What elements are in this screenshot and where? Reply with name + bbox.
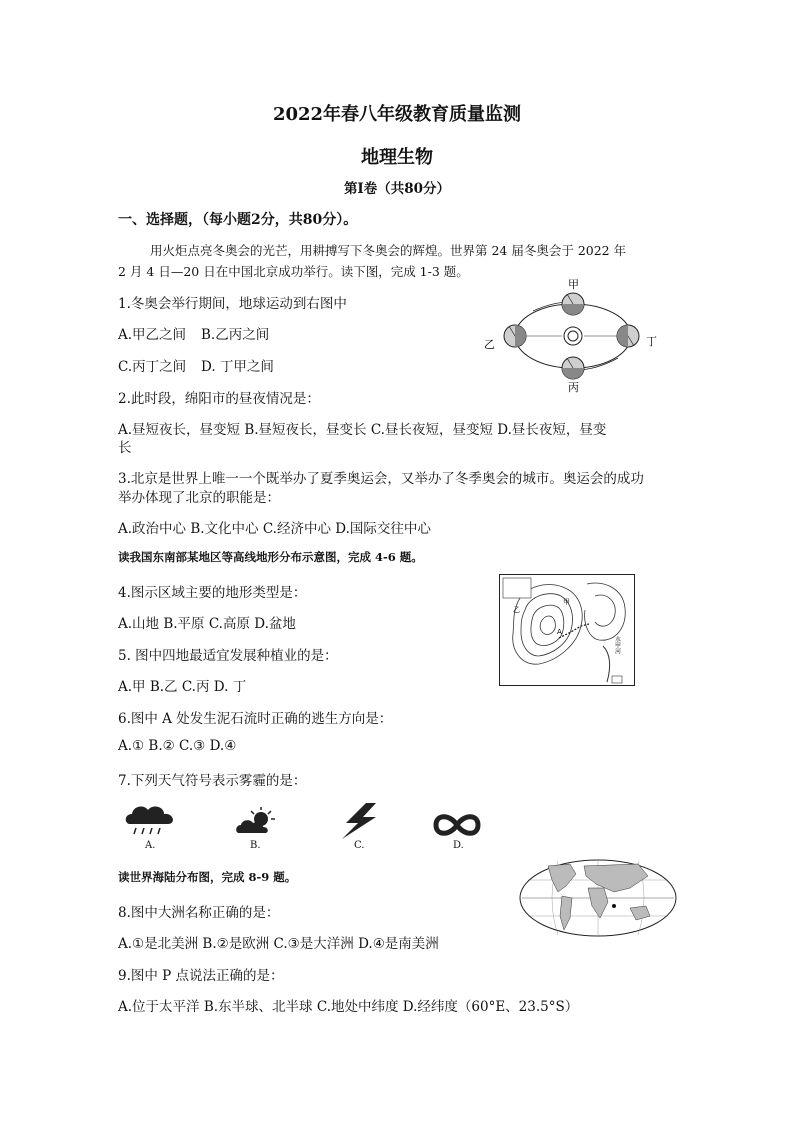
- q9-options: A.位于太平洋 B.东半球、北半球 C.地处中纬度 D.经纬度（60°E、23.5°S）: [118, 999, 579, 1015]
- map-label-a: A: [557, 628, 562, 636]
- note-8-9: 读世界海陆分布图，完成 8-9 题。: [118, 870, 297, 884]
- intro-line-2: 2 月 4 日—20 日在中国北京成功举行。读下图，完成 1-3 题。: [118, 264, 469, 279]
- q8-options: A.①是北美洲 B.②是欧洲 C.③是大洋洲 D.④是南美洲: [118, 936, 439, 952]
- section-heading: 一、选择题，（每小题2分，共80分）。: [118, 212, 358, 228]
- q2-options: A.昼短夜长，昼变短 B.昼短夜长，昼变长 C.昼长夜短，昼变短 D.昼长夜短，昼变: [118, 422, 607, 438]
- map-label-jia: 甲: [563, 598, 570, 606]
- infinity-haze-icon: [430, 810, 484, 840]
- q4-options: A.山地 B.平原 C.高原 D.盆地: [118, 616, 296, 632]
- q2-stem: 2.此时段，绵阳市的昼夜情况是：: [118, 391, 320, 407]
- weather-symbol-d: [430, 810, 484, 844]
- q9-stem: 9.图中 P 点说法正确的是：: [118, 968, 284, 984]
- earth-ding-icon: [617, 325, 639, 347]
- earth-yi-icon: [504, 325, 526, 347]
- q3-stem-1: 3.北京是世界上唯一一个既举办了夏季奥运会，又举办了冬季奥会的城市。奥运会的成功: [118, 471, 644, 487]
- q3-stem-2: 举办体现了北京的职能是：: [118, 490, 280, 506]
- q5-stem: 5. 图中四地最适宜发展种植业的是：: [118, 648, 338, 664]
- exam-subtitle: 地理生物: [361, 147, 433, 168]
- label-jia: 甲: [568, 278, 579, 291]
- label-yi: 乙: [484, 338, 495, 351]
- weather-symbol-a: [122, 802, 182, 844]
- earth-orbit-diagram: [478, 278, 668, 394]
- weather-label-d: D.: [453, 840, 464, 851]
- earth-jia-icon: [562, 293, 584, 315]
- q1-stem: 1.冬奥会举行期间，地球运动到右图中: [118, 296, 347, 312]
- q1-option-d: D. 丁甲之间: [201, 359, 274, 375]
- note-4-6: 读我国东南部某地区等高线地形分布示意图，完成 4-6 题。: [118, 550, 423, 564]
- world-map: [518, 858, 678, 938]
- sun-icon: [564, 327, 582, 345]
- sun-cloud-icon: [235, 805, 279, 837]
- weather-label-a: A.: [145, 840, 156, 851]
- q4-stem: 4.图示区域主要的地形类型是：: [118, 585, 307, 601]
- weather-symbol-b: [235, 805, 279, 841]
- label-ding: 丁: [646, 335, 657, 348]
- q1-option-a: A.甲乙之间: [118, 327, 187, 343]
- q5-options: A.甲 B.乙 C.丙 D. 丁: [118, 679, 247, 695]
- rain-cloud-icon: [122, 802, 182, 840]
- contour-map: [499, 574, 635, 686]
- q3-options: A.政治中心 B.文化中心 C.经济中心 D.国际交往中心: [118, 521, 431, 537]
- intro-line-1: 用火炬点亮冬奥会的光芒，用耕搏写下冬奥会的辉煌。世界第 24 届冬奥会于 2022 年: [150, 243, 627, 258]
- q7-stem: 7.下列天气符号表示雾霾的是：: [118, 773, 307, 789]
- q8-stem: 8.图中大洲名称正确的是：: [118, 905, 280, 921]
- part-label: 第Ⅰ卷（共80分）: [343, 181, 451, 197]
- earth-bing-icon: [562, 357, 584, 379]
- weather-label-c: C.: [354, 840, 365, 851]
- q1-option-c: C.丙丁之间: [118, 359, 187, 375]
- weather-label-b: B.: [250, 840, 261, 851]
- lightning-icon: [336, 801, 382, 841]
- map-label-river: 水甲河: [613, 636, 621, 654]
- q2-options-wrap: 长: [118, 440, 132, 456]
- exam-title: 2022年春八年级教育质量监测: [272, 104, 522, 125]
- q6-options: A.① B.② C.③ D.④: [118, 738, 237, 754]
- map-label-yi: 乙: [513, 606, 520, 614]
- label-bing: 丙: [568, 381, 579, 394]
- q6-stem: 6.图中 A 处发生泥石流时正确的逃生方向是：: [118, 711, 393, 727]
- q1-option-b: B.乙丙之间: [201, 327, 270, 343]
- weather-symbol-c: [336, 801, 382, 845]
